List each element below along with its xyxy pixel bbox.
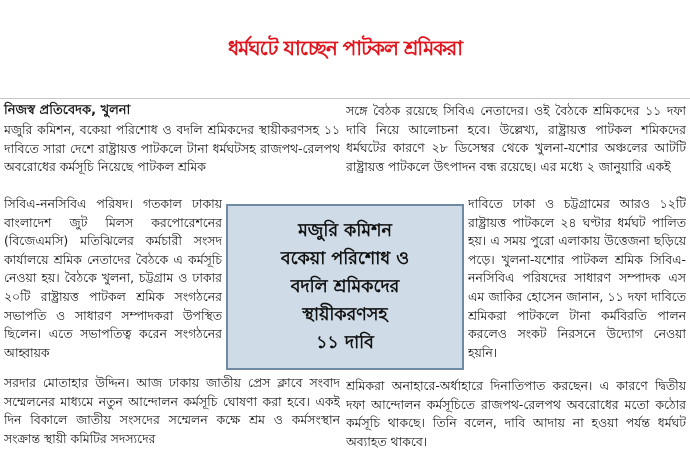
pull-quote-box: [226, 204, 464, 370]
article-paragraph: সঙ্গে বৈঠক রয়েছে সিবিএ নেতাদের। ওই বৈঠকে শ্রমিকদের ১১ দফা দাবি নিয়ে আলোচনা হবে। উল্লেখ্য, রাষ্ট্রায়ত্ত পাটকল শমিকদের ধর্মঘটের কারণে ২৮ ডিসেম্বর থেকে খুলনা-যশোর অঞ্চলের আটটি রাষ্ট্রায়ত্ত পাটকলে উৎপাদন বন্ধ রয়েছে। এর মধ্যে ২ জানুয়ারি একই: [346, 103, 686, 174]
headline: ধর্মঘটে যাচ্ছেন পাটকল শ্রমিকরা: [227, 36, 463, 60]
pull-quote-line: ১১ দাবি: [316, 333, 374, 353]
article-paragraph: দাবিতে ঢাকা ও চট্টগ্রামের আরও ১২টি রাষ্ট্রায়ত্ত পাটকলে ২৪ ঘণ্টার ধর্মঘট পালিত হয়। এ সময় পুরো এলাকায় উত্তেজনা ছড়িয়ে পড়ে। খুলনা-যশোর পাটকল শ্রমিক সিবিএ-ননসিবিএ পরিষদের সাধারণ সম্পাদক এস এম জাকির হোসেন জানান, ১১ দফা দাবিতে শ্রমিকরা পাটকলে টানা কর্মবিরতি পালন করলেও সংকট নিরসনে উদ্যোগ নেওয়া হয়নি।: [468, 196, 686, 360]
pull-quote-line: মজুরি কমিশন: [298, 221, 392, 241]
article-paragraph: সিবিএ-ননসিবিএ পরিষদ। গতকাল ঢাকায় বাংলাদেশ জুট মিলস করপোরেশনের (বিজেএমসি) মতিঝিলের কর্মচারী সংসদ কার্যালয়ে শ্রমিক নেতাদের বৈঠকে এ কর্মসূচি নেওয়া হয়। বৈঠকে খুলনা, চট্টগ্রাম ও ঢাকার ২০টি রাষ্ট্রায়ত্ত পাটকল শ্রমিক সংগঠনের সভাপতি ও সাধারণ সম্পাদকরা উপস্থিত ছিলেন। এতে সভাপতিত্ব করেন সংগঠনের আহ্বায়ক: [4, 196, 222, 360]
article-paragraph: সরদার মোতাহার উদ্দিন। আজ ঢাকায় জাতীয় প্রেস ক্লাবে সংবাদ সম্মেলনের মাধ্যমে নতুন আন্দোলন কর্মসূচি ঘোষণা করা হবে। একই দিন বিকালে জাতীয় সংসদের সম্মেলন কক্ষে শ্রম ও কর্মসংস্থান সংক্রান্ত স্থায়ী কমিটির সদস্যদের: [4, 375, 340, 446]
article-column-right-narrow: [468, 195, 686, 377]
article-paragraph: শ্রমিকরা অনাহারে-অর্ধাহারে দিনাতিপাত করছেন। এ কারণে দ্বিতীয় দফা আন্দোলন কর্মসূচিতে রাজপথ-রেলপথ অবরোধের মতো কঠোর কর্মসূচি থাকছে। তিনি বলেন, দাবি আদায় না হওয়া পর্যন্ত ধর্মঘট অব্যাহত থাকবে।: [346, 378, 686, 449]
article-column-right-top: [346, 102, 686, 196]
pull-quote-line: বদলি শ্রমিকদের: [290, 277, 400, 297]
byline: নিজস্ব প্রতিবেদক, খুলনা: [4, 103, 131, 118]
pull-quote-line: স্থায়ীকরণসহ: [302, 305, 388, 325]
article-column-left-bottom: [4, 374, 340, 453]
headline-divider: [0, 98, 690, 99]
pull-quote-line: বকেয়া পরিশোধ ও: [280, 249, 410, 269]
article-column-right-bottom: [346, 377, 686, 453]
article-column-left-narrow: [4, 195, 222, 374]
article-column-left-top: [4, 121, 340, 196]
article-paragraph: মজুরি কমিশন, বকেয়া পরিশোধ ও বদলি শ্রমিকদের স্থায়ীকরণসহ ১১ দাবিতে সারা দেশে রাষ্ট্রায়ত্ত পাটকলে টানা ধর্মঘটসহ রাজপথ-রেলপথ অবরোধের কর্মসূচি নিয়েছে পাটকল শ্রমিক: [4, 122, 340, 175]
